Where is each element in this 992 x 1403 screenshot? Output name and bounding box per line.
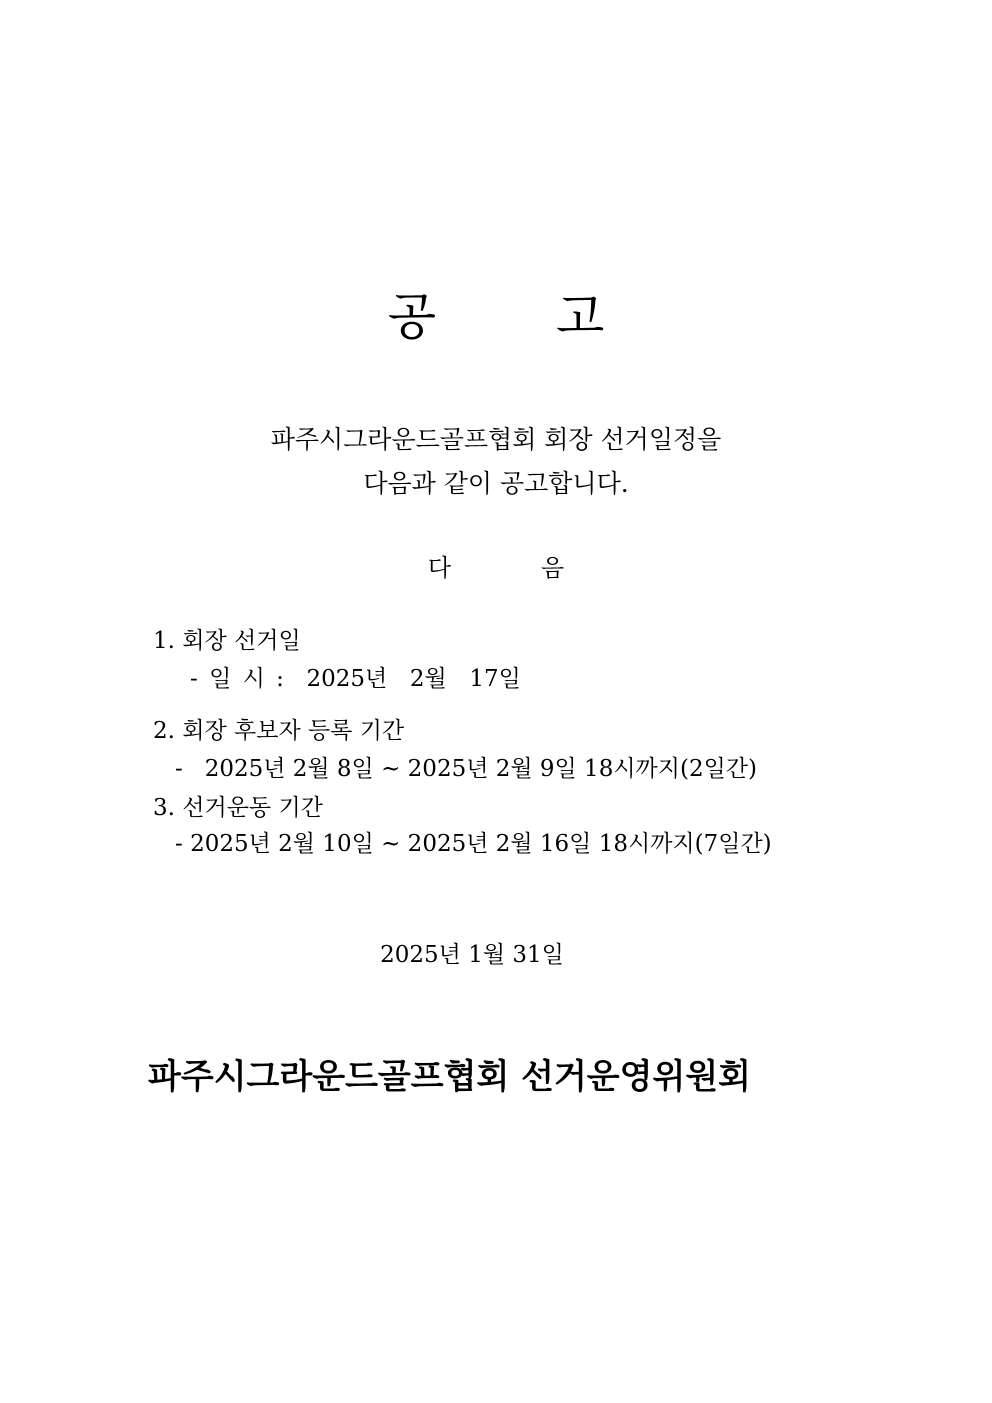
issuer-signature: 파주시그라운드골프협회 선거운영위원회 — [148, 1057, 752, 1097]
item-3-heading: 3. 선거운동 기간 — [153, 795, 323, 821]
intro-line-1: 파주시그라운드골프협회 회장 선거일정을 — [270, 425, 722, 454]
notice-title-char-1: 공 — [387, 288, 436, 346]
notice-title — [0, 288, 992, 346]
item-3-detail: - 2025년 2월 10일 ~ 2025년 2월 16일 18시까지(7일간) — [175, 831, 772, 857]
item-2-detail: - 2025년 2월 8일 ~ 2025년 2월 9일 18시까지(2일간) — [175, 756, 757, 782]
section-heading-char-2: 음 — [541, 554, 565, 582]
section-heading-char-1: 다 — [427, 554, 451, 582]
item-1-detail: - 일 시 : 2025년 2월 17일 — [190, 666, 521, 692]
item-1-heading: 1. 회장 선거일 — [153, 628, 301, 654]
intro-line-2: 다음과 같이 공고합니다. — [363, 469, 629, 498]
item-2-heading: 2. 회장 후보자 등록 기간 — [153, 718, 405, 744]
notice-title-char-2: 고 — [556, 288, 605, 346]
section-heading — [0, 556, 992, 580]
notice-date: 2025년 1월 31일 — [380, 942, 564, 968]
